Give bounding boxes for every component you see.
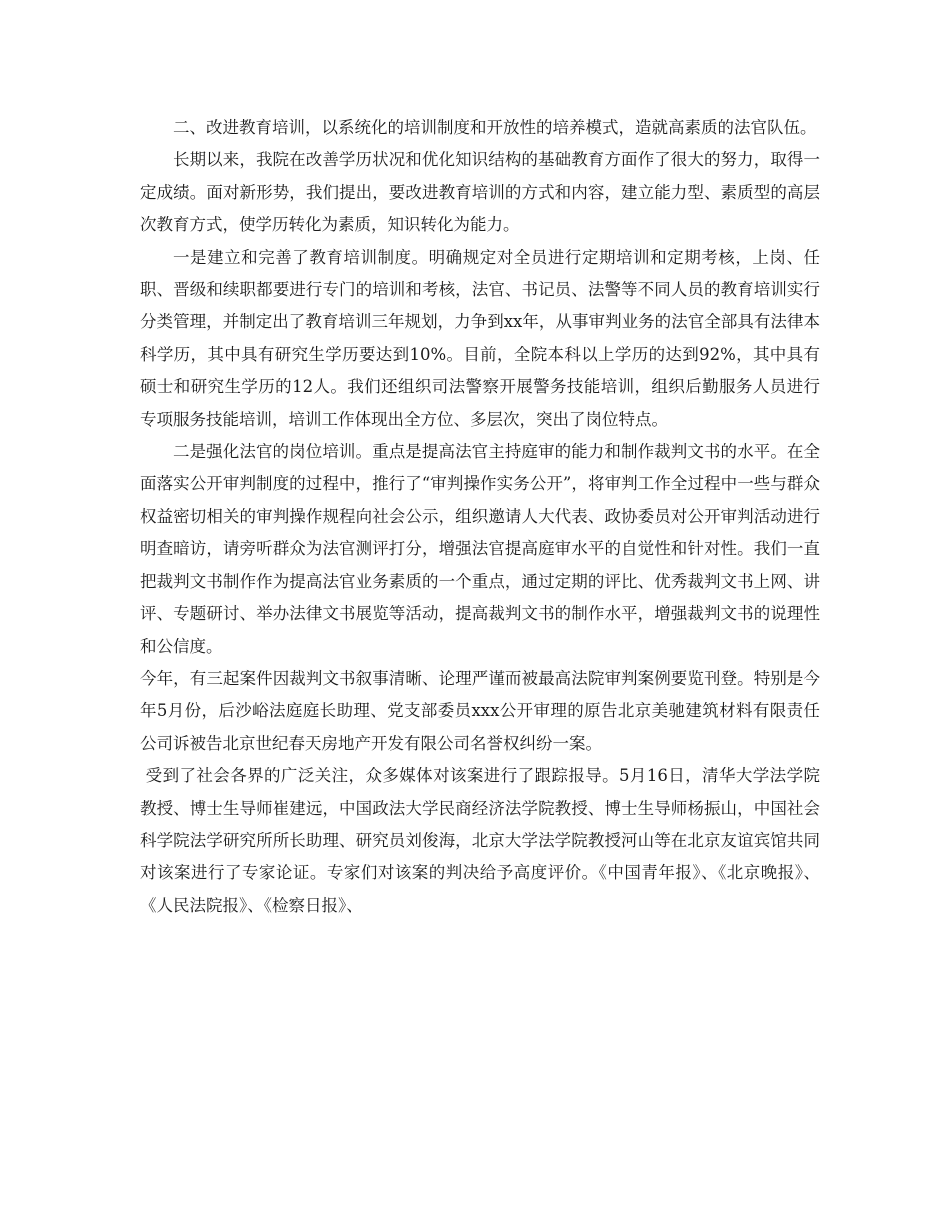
paragraph-case-published: 今年，有三起案件因裁判文书叙事清晰、论理严谨而被最高法院审判案例要览刊登。特别是今年5月份，后沙峪法庭庭长助理、党支部委员xxx公开审理的原告北京美驰建筑材料有限责任公司诉被告北京世纪春天房地产开发有限公司名誉权纠纷一案。 [140, 668, 820, 753]
paragraph-background: 长期以来，我院在改善学历状况和优化知识结构的基础教育方面作了很大的努力，取得一定成绩。面对新形势，我们提出，要改进教育培训的方式和内容，建立能力型、素质型的高层次教育方式，使学历转化为素质，知识转化为能力。 [140, 150, 820, 235]
paragraph-post-training: 二是强化法官的岗位培训。重点是提高法官主持庭审的能力和制作裁判文书的水平。在全面落实公开审判制度的过程中，推行了“审判操作实务公开”，将审判工作全过程中一些与群众权益密切相关的审判操作规程向社会公示，组织邀请人大代表、政协委员对公开审判活动进行明查暗访，请旁听群众为法官测评打分，增强法官提高庭审水平的自觉性和针对性。我们一直把裁判文书制作作为提高法官业务素质的一个重点，通过定期的评比、优秀裁判文书上网、讲评、专题研讨、举办法律文书展览等活动，提高裁判文书的制作水平，增强裁判文书的说理性和公信度。 [140, 442, 820, 656]
paragraph-training-system: 一是建立和完善了教育培训制度。明确规定对全员进行定期培训和定期考核，上岗、任职、晋级和续职都要进行专门的培训和考核，法官、书记员、法警等不同人员的教育培训实行分类管理，并制定出了教育培训三年规划，力争到xx年，从事审判业务的法官全部具有法律本科学历，其中具有研究生学历要达到10%。目前，全院本科以上学历的达到92%，其中具有硕士和研究生学历的12人。我们还组织司法警察开展警务技能培训，组织后勤服务人员进行专项服务技能培训，培训工作体现出全方位、多层次，突出了岗位特点。 [140, 247, 820, 429]
paragraph-media-attention: 受到了社会各界的广泛关注，众多媒体对该案进行了跟踪报导。5月16日，清华大学法学院教授、博士生导师崔建远，中国政法大学民商经济法学院教授、博士生导师杨振山，中国社会科学院法学研究所所长助理、研究员刘俊海，北京大学法学院教授河山等在北京友谊宾馆共同对该案进行了专家论证。专家们对该案的判决给予高度评价。《中国青年报》、《北京晚报》、《人民法院报》、《检察日报》、 [140, 766, 820, 915]
document-body [140, 112, 820, 922]
paragraph-section-heading: 二、改进教育培训，以系统化的培训制度和开放性的培养模式，造就高素质的法官队伍。 [173, 118, 817, 137]
